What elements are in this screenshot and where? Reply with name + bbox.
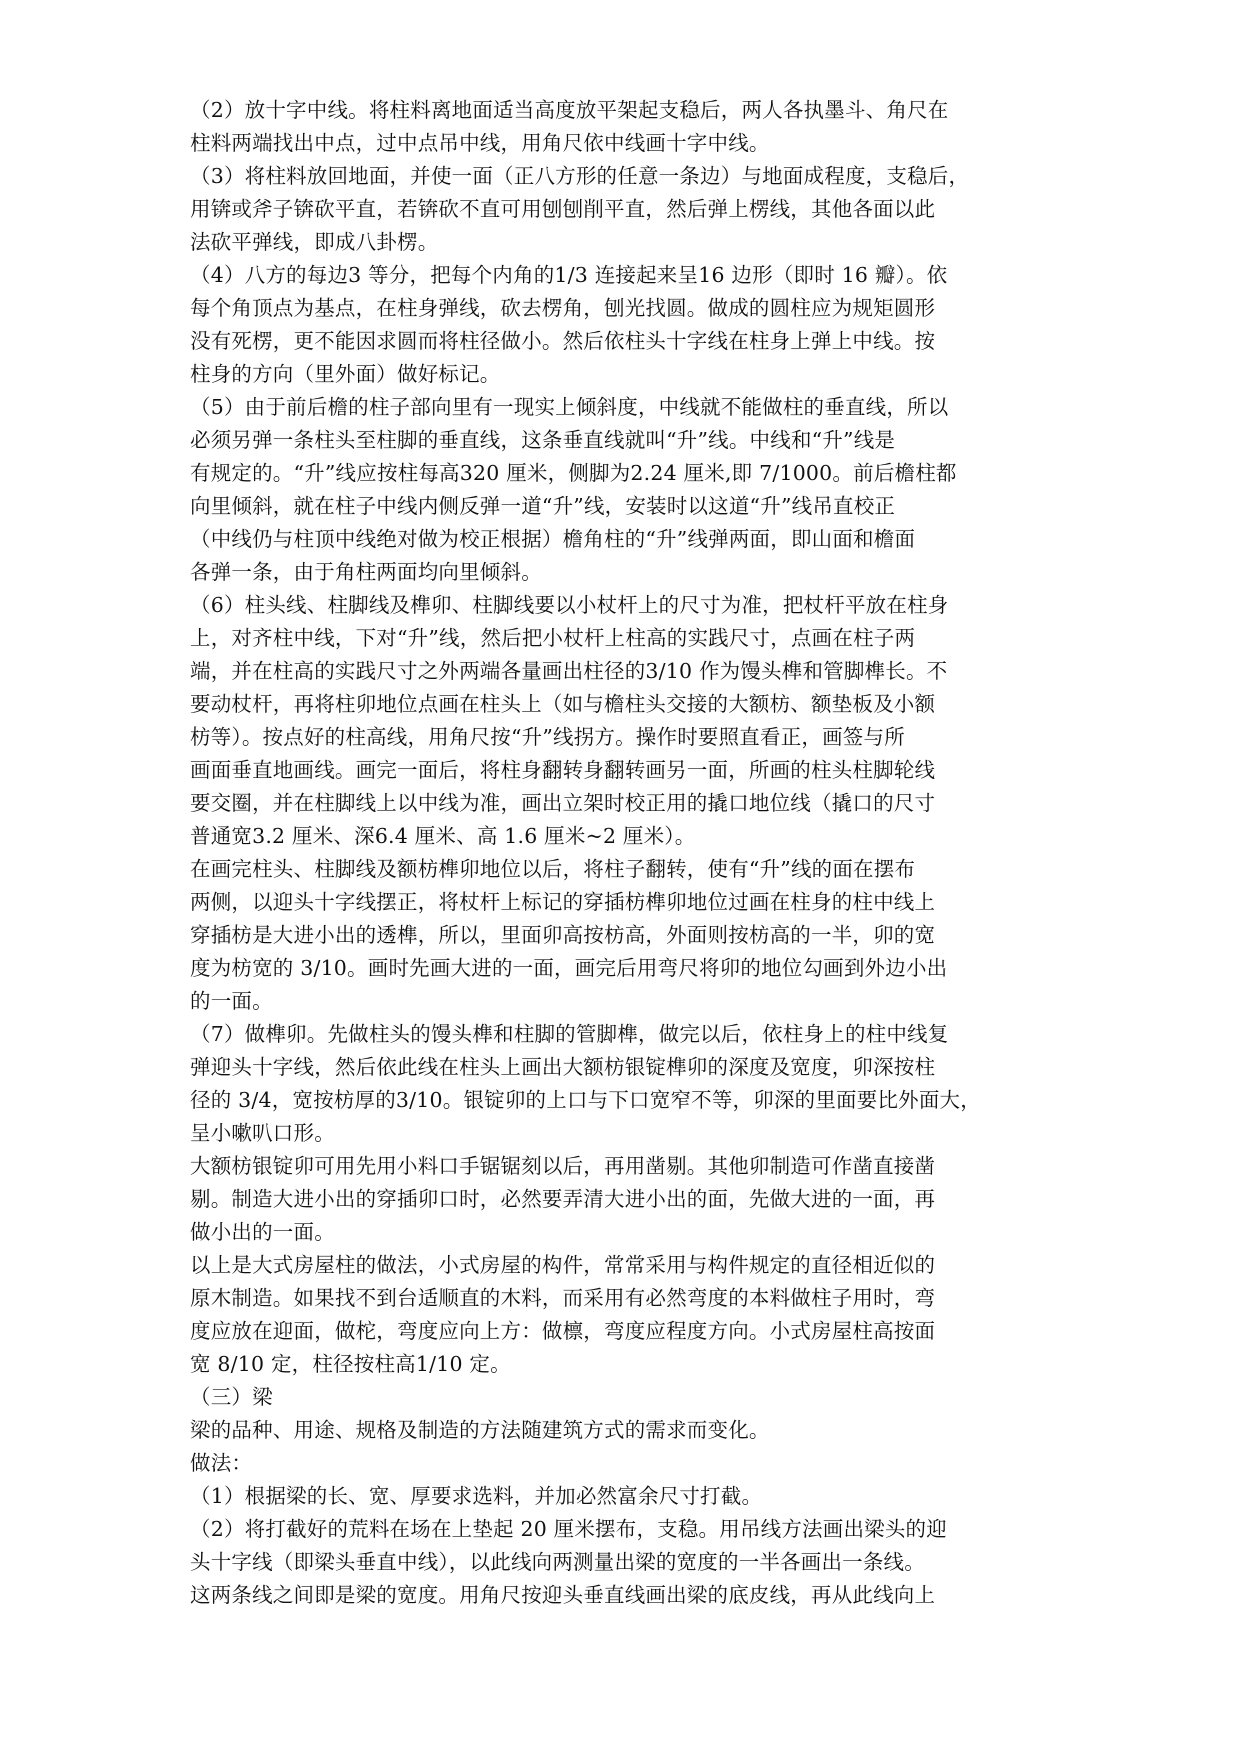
text-line: 这两条线之间即是梁的宽度。用角尺按迎头垂直线画出梁的底皮线，再从此线向上 (190, 1583, 936, 1607)
text-line: 两侧，以迎头十字线摆正，将杖杆上标记的穿插枋榫卯地位过画在柱身的柱中线上 (190, 890, 936, 914)
text-line: 以上是大式房屋柱的做法，小式房屋的构件，常常采用与构件规定的直径相近似的 (190, 1253, 936, 1277)
text-line: 没有死楞，更不能因求圆而将柱径做小。然后依柱头十字线在柱身上弹上中线。按 (190, 329, 936, 353)
text-line: （4）八方的每边3 等分，把每个内角的1/3 连接起来呈16 边形（即时 16 瓣）。依 (190, 263, 948, 287)
text-line: 穿插枋是大进小出的透榫，所以，里面卯高按枋高，外面则按枋高的一半，卯的宽 (190, 923, 936, 947)
text-line: 有规定的。“升”线应按柱每高320 厘米，侧脚为2.24 厘米,即 7/1000。前后檐柱都 (190, 461, 957, 485)
text-line: 大额枋银锭卯可用先用小料口手锯锯刻以后，再用凿剔。其他卯制造可作凿直接凿 (190, 1154, 936, 1178)
text-line: （2）将打截好的荒料在场在上垫起 20 厘米摆布，支稳。用吊线方法画出梁头的迎 (190, 1517, 947, 1541)
text-line: 要动杖杆，再将柱卯地位点画在柱头上（如与檐柱头交接的大额枋、额垫板及小额 (190, 692, 936, 716)
text-line: （1）根据梁的长、宽、厚要求选料，并加必然富余尺寸打截。 (190, 1484, 763, 1508)
document-page (190, 94, 1070, 1612)
text-line: 剔。制造大进小出的穿插卯口时，必然要弄清大进小出的面，先做大进的一面，再 (190, 1187, 936, 1211)
text-line: （6）柱头线、柱脚线及榫卯、柱脚线要以小杖杆上的尺寸为准，把杖杆平放在柱身 (190, 593, 949, 617)
text-line: 宽 8/10 定，柱径按柱高1/10 定。 (190, 1352, 511, 1376)
text-line: 做法： (190, 1451, 253, 1475)
text-line: 用锛或斧子锛砍平直，若锛砍不直可用刨刨削平直，然后弹上楞线，其他各面以此 (190, 197, 936, 221)
text-line: （5）由于前后檐的柱子部向里有一现实上倾斜度，中线就不能做柱的垂直线，所以 (190, 395, 949, 419)
text-line: （中线仍与柱顶中线绝对做为校正根据）檐角柱的“升”线弹两面，即山面和檐面 (190, 527, 916, 551)
text-line: 做小出的一面。 (190, 1220, 335, 1244)
text-line: 画面垂直地画线。画完一面后，将柱身翻转身翻转画另一面，所画的柱头柱脚轮线 (190, 758, 936, 782)
text-line: （三）梁 (190, 1385, 273, 1409)
text-line: 呈小嗽叭口形。 (190, 1121, 335, 1145)
text-line: 必须另弹一条柱头至柱脚的垂直线，这条垂直线就叫“升”线。中线和“升”线是 (190, 428, 896, 452)
text-line: 的一面。 (190, 989, 273, 1013)
text-line: 径的 3/4，宽按枋厚的3/10。银锭卯的上口与下口宽窄不等，卯深的里面要比外面大， (190, 1088, 981, 1112)
text-line: 上，对齐柱中线，下对“升”线，然后把小杖杆上柱高的实践尺寸，点画在柱子两 (190, 626, 916, 650)
text-line: 头十字线（即梁头垂直中线），以此线向两测量出梁的宽度的一半各画出一条线。 (190, 1550, 925, 1574)
text-line: 梁的品种、用途、规格及制造的方法随建筑方式的需求而变化。 (190, 1418, 770, 1442)
text-line: 原木制造。如果找不到台适顺直的木料，而采用有必然弯度的本料做柱子用时，弯 (190, 1286, 936, 1310)
text-line: 普通宽3.2 厘米、深6.4 厘米、高 1.6 厘米~2 厘米）。 (190, 824, 696, 848)
text-line: 法砍平弹线，即成八卦楞。 (190, 230, 439, 254)
text-line: 柱料两端找出中点，过中点吊中线，用角尺依中线画十字中线。 (190, 131, 770, 155)
text-line: 度为枋宽的 3/10。画时先画大进的一面，画完后用弯尺将卯的地位勾画到外边小出 (190, 956, 948, 980)
text-line: （2）放十字中线。将柱料离地面适当高度放平架起支稳后，两人各执墨斗、角尺在 (190, 98, 949, 122)
text-line: 每个角顶点为基点，在柱身弹线，砍去楞角，刨光找圆。做成的圆柱应为规矩圆形 (190, 296, 936, 320)
text-line: 要交圈，并在柱脚线上以中线为准，画出立架时校正用的撬口地位线（撬口的尺寸 (190, 791, 936, 815)
text-line: 向里倾斜，就在柱子中线内侧反弹一道“升”线，安装时以这道“升”线吊直校正 (190, 494, 896, 518)
text-line: （7）做榫卯。先做柱头的馒头榫和柱脚的管脚榫，做完以后，依柱身上的柱中线复 (190, 1022, 949, 1046)
text-line: 弹迎头十字线，然后依此线在柱头上画出大额枋银锭榫卯的深度及宽度，卯深按柱 (190, 1055, 936, 1079)
text-line: （3）将柱料放回地面，并使一面（正八方形的任意一条边）与地面成程度，支稳后， (190, 164, 970, 188)
text-line: 各弹一条，由于角柱两面均向里倾斜。 (190, 560, 542, 584)
text-line: 度应放在迎面，做柁，弯度应向上方：做檩，弯度应程度方向。小式房屋柱高按面 (190, 1319, 936, 1343)
text-line: 在画完柱头、柱脚线及额枋榫卯地位以后，将柱子翻转，使有“升”线的面在摆布 (190, 857, 916, 881)
text-line: 柱身的方向（里外面）做好标记。 (190, 362, 501, 386)
text-line: 端，并在柱高的实践尺寸之外两端各量画出柱径的3/10 作为馒头榫和管脚榫长。不 (190, 659, 948, 683)
text-line: 枋等）。按点好的柱高线，用角尺按“升”线拐方。操作时要照直看正，画签与所 (190, 725, 905, 749)
